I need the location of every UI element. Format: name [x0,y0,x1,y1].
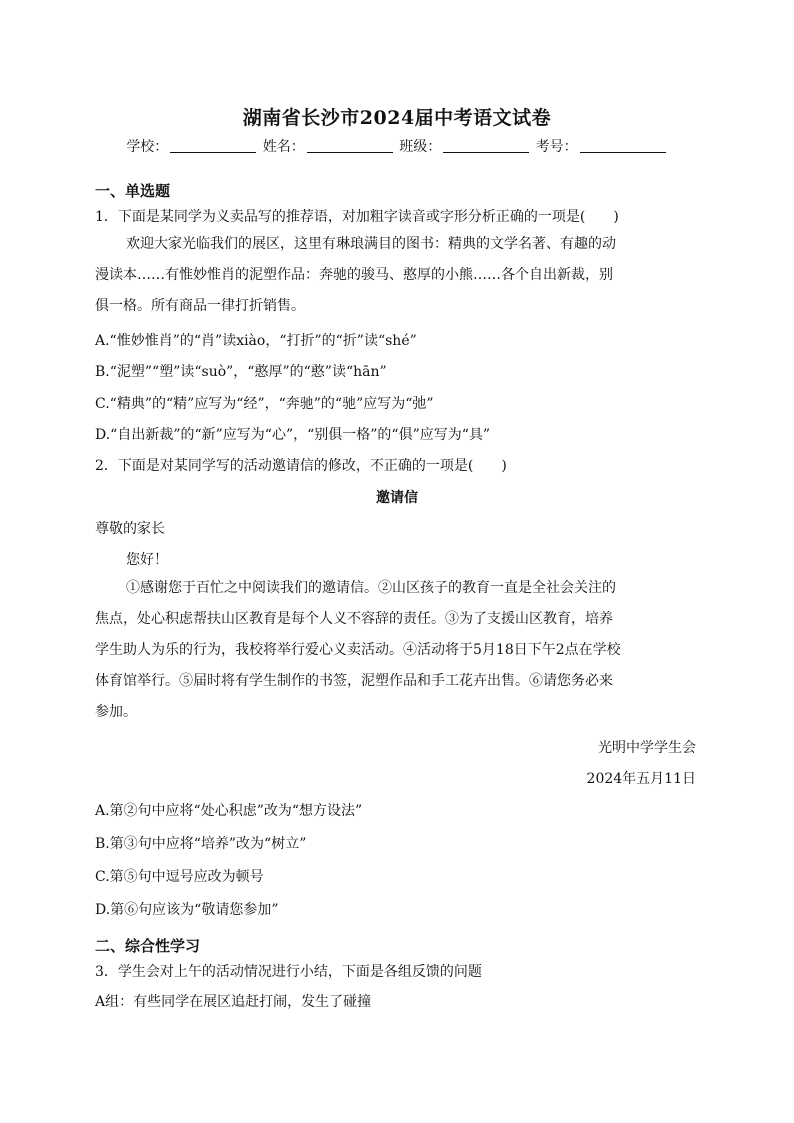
name-label: 姓名： [262,139,305,155]
question-2-option-a[interactable]: A.第②句中应将“处心积虑”改为“想方设法” [95,803,363,819]
question-3-group-a: A组：有些同学在展区追赶打闹，发生了碰撞 [95,994,372,1010]
letter-body-line: 学生助人为乐的行为，我校将举行爱心义卖活动。④活动将于5月18日下午2点在学校 [95,642,621,658]
school-blank[interactable] [170,138,256,153]
class-blank[interactable] [443,138,529,153]
letter-body-line: ①感谢您于百忙之中阅读我们的邀请信。②山区孩子的教育一直是全社会关注的 [126,580,616,596]
exam-no-blank[interactable] [580,138,666,153]
page-title: 湖南省长沙市2024届中考语文试卷 [242,107,552,129]
question-1-stem: 1．下面是某同学为义卖品写的推荐语，对加粗字读音或字形分析正确的一项是( ) [95,209,619,225]
letter-body-line: 焦点，处心积虑帮扶山区教育是每个人义不容辞的责任。③为了支援山区教育，培养 [95,611,613,627]
letter-signature: 光明中学学生会 [598,740,696,756]
exam-no-label: 考号： [535,139,578,155]
school-label: 学校： [126,139,169,155]
letter-greeting: 您好！ [126,552,168,568]
passage-line: 漫读本……有惟妙惟肖的泥塑作品：奔驰的骏马、憨厚的小熊……各个自出新裁，别 [95,267,613,283]
letter-title: 邀请信 [376,490,418,506]
letter-body-line: 体育馆举行。⑤届时将有学生制作的书签，泥塑作品和手工花卉出售。⑥请您务必来 [95,673,613,689]
question-1-option-c[interactable]: C.“精典”的“精”应写为“经”，“奔驰”的“驰”应写为“弛” [95,396,434,412]
question-2-option-d[interactable]: D.第⑥句应该为“敬请您参加” [95,902,279,918]
letter-salutation: 尊敬的家长 [95,521,165,537]
question-1-option-d[interactable]: D.“自出新裁”的“新”应写为“心”，“别俱一格”的“俱”应写为“具” [95,427,491,443]
question-2-option-c[interactable]: C.第⑤句中逗号应改为顿号 [95,869,264,885]
question-3-stem: 3．学生会对上午的活动情况进行小结，下面是各组反馈的问题 [95,964,482,980]
question-2-option-b[interactable]: B.第③句中应将“培养”改为“树立” [95,836,307,852]
letter-body [95,573,695,728]
question-1-passage [95,229,695,322]
question-2-stem: 2．下面是对某同学写的活动邀请信的修改，不正确的一项是( ) [95,458,507,474]
student-info-line [0,136,794,156]
question-1-option-b[interactable]: B.“泥塑”“塑”读“suò”，“憨厚”的“憨”读“hān” [95,364,387,380]
section-heading-single-choice: 一、单选题 [95,182,171,200]
class-label: 班级： [399,139,442,155]
passage-line: 俱一格。所有商品一律打折销售。 [95,298,305,314]
letter-date: 2024年五月11日 [586,771,696,787]
passage-line: 欢迎大家光临我们的展区，这里有琳琅满目的图书：精典的文学名著、有趣的动 [126,236,616,252]
name-blank[interactable] [307,138,393,153]
letter-body-line: 参加。 [95,704,137,720]
section-heading-integrated-learning: 二、综合性学习 [95,937,201,955]
question-1-option-a[interactable]: A.“惟妙惟肖”的“肖”读xiào，“打折”的“折”读“shé” [95,333,417,349]
